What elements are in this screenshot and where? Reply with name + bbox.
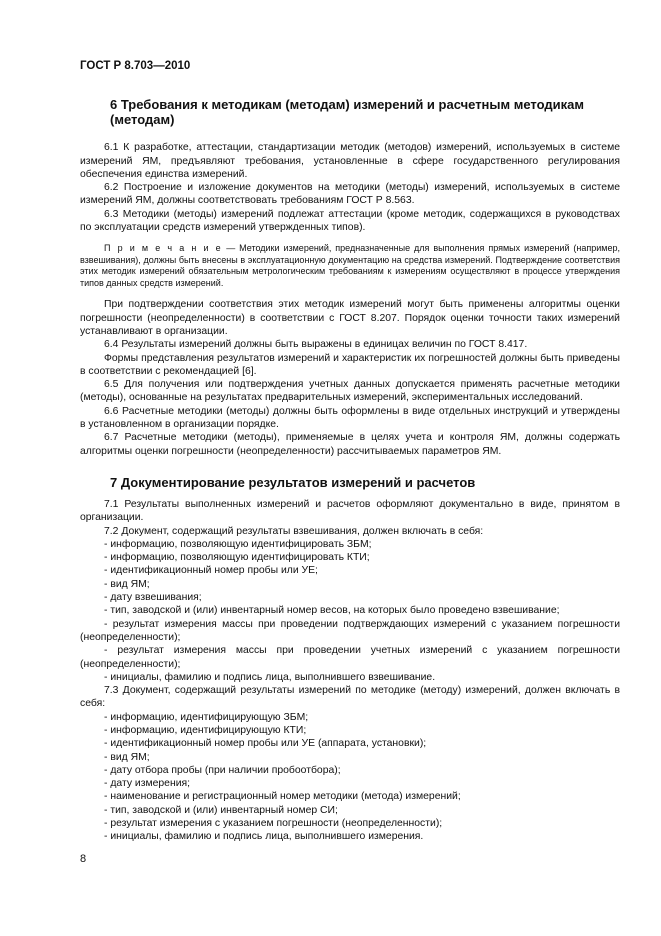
paragraph-6-2: 6.2 Построение и изложение документов на методики (методы) измерений, используемых в системе измерений ЯМ, должны соответствовать требованиям ГОСТ Р 8.563. (80, 182, 620, 207)
paragraph-7-3: 7.3 Документ, содержащий результаты измерений по методике (методу) измерений, должен включать в себя: (80, 685, 620, 710)
list-item: - инициалы, фамилию и подпись лица, выполнившего измерения. (104, 831, 424, 843)
section-7-heading: 7 Документирование результатов измерений и расчетов (110, 474, 476, 490)
list-item: - инициалы, фамилию и подпись лица, выполнившего взвешивание. (104, 671, 436, 683)
paragraph-6-4: 6.4 Результаты измерений должны быть выражены в единицах величин по ГОСТ 8.417. (104, 339, 528, 351)
paragraph-7-2: 7.2 Документ, содержащий результаты взвешивания, должен включать в себя: (104, 525, 484, 537)
list-item: - наименование и регистрационный номер методики (метода) измерений; (104, 791, 461, 803)
paragraph-6-5: 6.5 Для получения или подтверждения учетных данных допускается применять расчетные методики (методы), основанные на результатах предварительных измерений, экспериментальных исследований. (80, 379, 620, 404)
list-item: - дату взвешивания; (104, 592, 202, 604)
page-number: 8 (80, 853, 87, 865)
note-label: П р и м е ч а н и е (104, 243, 223, 254)
list-item: - результат измерения с указанием погрешности (неопределенности); (104, 818, 443, 830)
list-item: - вид ЯМ; (104, 578, 150, 590)
list-item: - идентификационный номер пробы или УЕ; (104, 565, 318, 577)
list-7-2 (80, 538, 620, 684)
paragraph-6-6: 6.6 Расчетные методики (методы) должны быть оформлены в виде отдельных инструкций и утверждены в установленном в организации порядке. (80, 405, 620, 431)
paragraph-forms: Формы представления результатов измерений и характеристик их погрешностей должны быть приведены в соответствии с рекомендацией [6]. (80, 352, 620, 377)
document-code: ГОСТ Р 8.703—2010 (80, 60, 191, 72)
note-text: — Методики измерений, предназначенные для выполнения прямых измерений (например, взвешивания), должны быть внесены в эксплуатационную документацию на средства измерений. Подтверждение соответствия этих методик измерений обязательным метрологическим требованиям к измерениям осуществляют в процессе утверждения типов данных средств измерений. (80, 243, 620, 288)
note-paragraph (80, 243, 620, 289)
paragraph-7-1: 7.1 Результаты выполненных измерений и расчетов оформляют документально в виде, принятом в организации. (80, 498, 620, 524)
list-item: - информацию, позволяющую идентифицировать ЗБМ; (104, 538, 372, 550)
list-item: - идентификационный номер пробы или УЕ (аппарата, установки); (104, 738, 427, 750)
list-item: - тип, заводской и (или) инвентарный номер СИ; (104, 804, 338, 816)
paragraph-6-1: 6.1 К разработке, аттестации, стандартизации методик (методов) измерений, используемых в системе измерений ЯМ, предъявляют требования, установленные в сфере государственного регулирования обеспечения единства измерений. (80, 142, 620, 180)
list-item: - тип, заводской и (или) инвентарный номер весов, на которых было проведено взвешивание; (104, 605, 560, 617)
list-item: - результат измерения массы при проведении учетных измерений с указанием погрешности (неопределенности); (80, 645, 620, 670)
list-item: - дату измерения; (104, 778, 191, 790)
list-item: - результат измерения массы при проведении подтверждающих измерений с указанием погрешности (неопределенности); (80, 618, 620, 643)
list-item: - информацию, идентифицирующую ЗБМ; (104, 711, 309, 723)
list-7-3 (80, 711, 620, 844)
list-item: - информацию, позволяющую идентифицировать КТИ; (104, 552, 370, 564)
document-page (80, 60, 620, 844)
paragraph-6-7: 6.7 Расчетные методики (методы), применяемые в целях учета и контроля ЯМ, должны содержать алгоритмы оценки погрешности (неопределенности) рассчитываемых параметров ЯМ. (80, 432, 620, 457)
paragraph-confirmation: При подтверждении соответствия этих методик измерений могут быть применены алгоритмы оценки погрешности (неопределенности) в соответствии с ГОСТ 8.207. Порядок оценки точности таких измерений устанавливают в организации. (80, 299, 620, 337)
paragraph-6-3: 6.3 Методики (методы) измерений подлежат аттестации (кроме методик, содержащихся в руководствах по эксплуатации средств измерений утвержденных типов). (80, 208, 620, 234)
list-item: - информацию, идентифицирующую КТИ; (104, 724, 307, 736)
list-item: - дату отбора пробы (при наличии пробоотбора); (104, 764, 341, 776)
section-6-heading: 6 Требования к методикам (методам) измерений и расчетным методикам (методам) (110, 97, 584, 128)
list-item: - вид ЯМ; (104, 751, 150, 763)
